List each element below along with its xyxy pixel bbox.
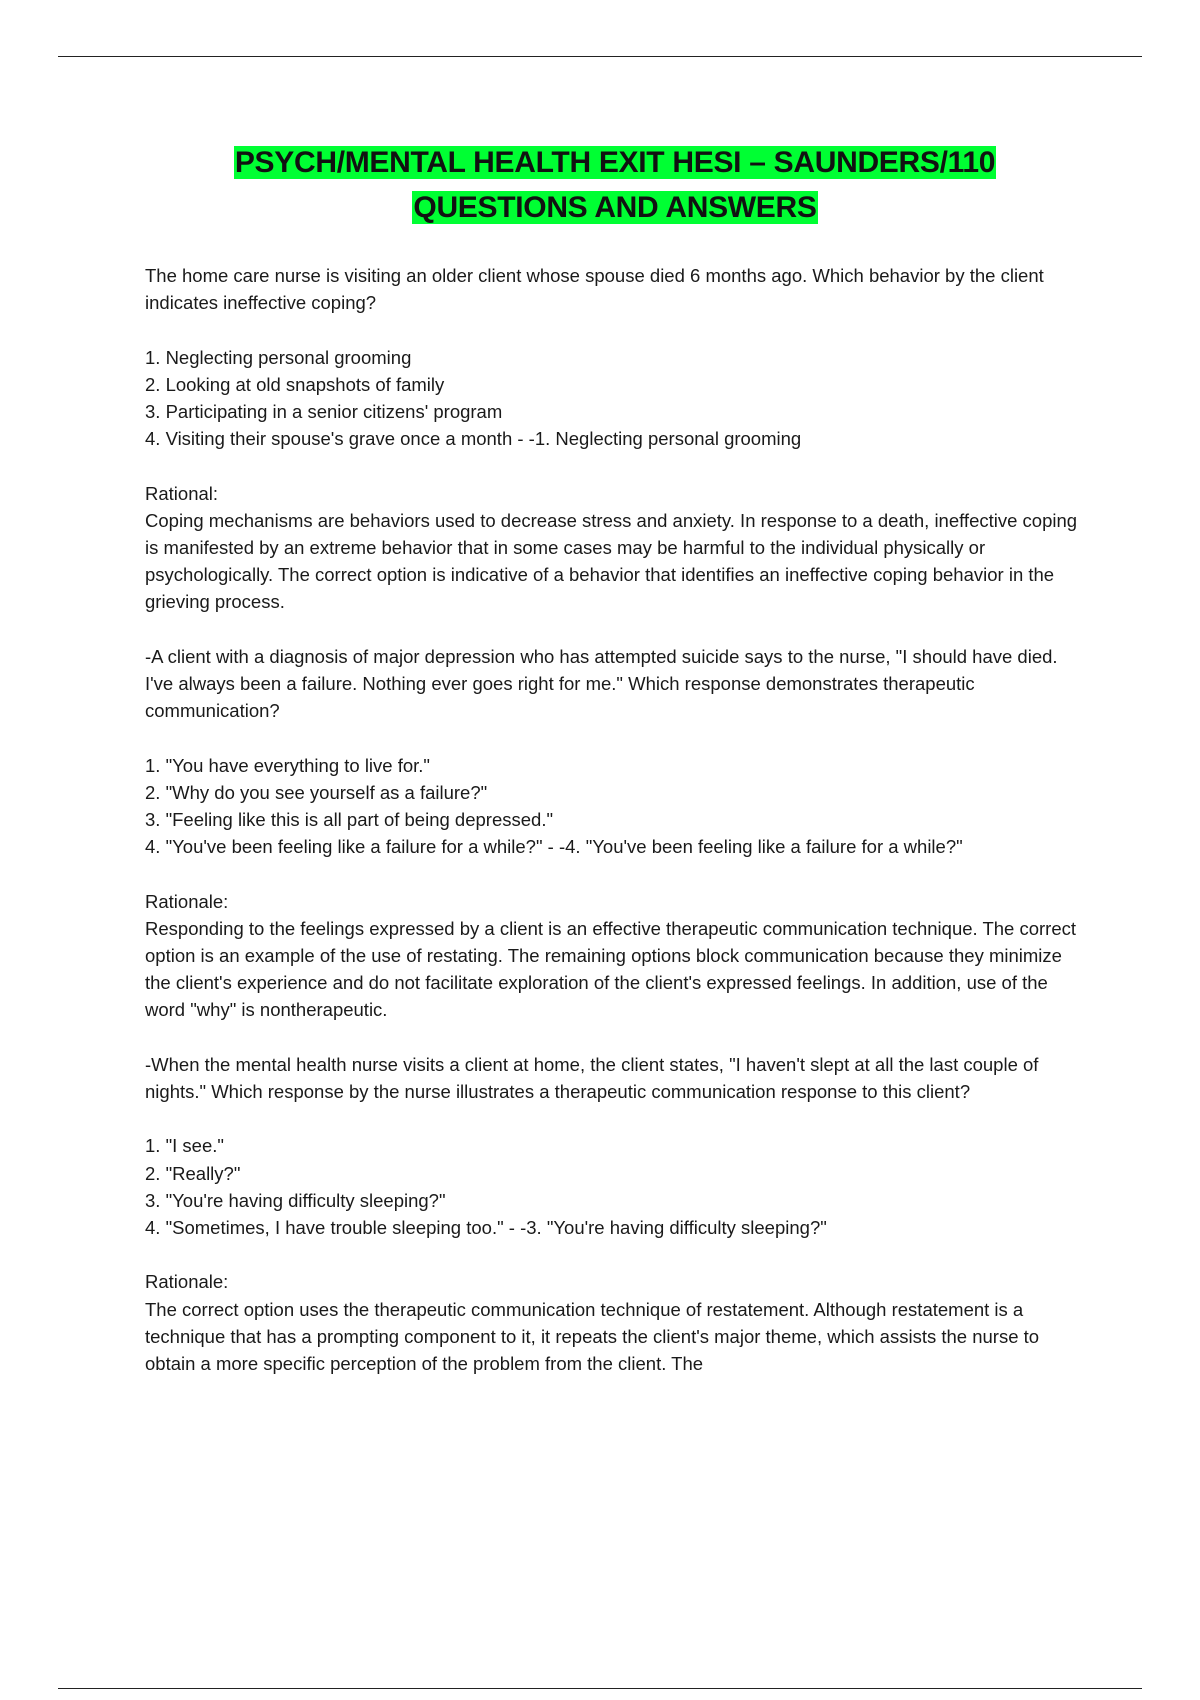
rationale-label: Rationale:	[145, 1271, 229, 1293]
answer-option: 3. "You're having difficulty sleeping?"	[145, 1189, 446, 1211]
question-stem: -A client with a diagnosis of major depression who has attempted suicide says to the nurse, "I should have died. I've always been a failure. Nothing ever goes right for me." Which response demonstrates therapeutic communication?	[145, 645, 1058, 722]
header-rule	[58, 56, 1142, 57]
answer-option: 3. "Feeling like this is all part of being depressed."	[145, 809, 554, 830]
rationale-text: Responding to the feelings expressed by a client is an effective therapeutic communication technique. The correct option is an example of the use of restating. The remaining options block communication because they minimize the client's experience and do not facilitate exploration of the client's expressed feelings. In addition, use of the word "why" is nontherapeutic.	[145, 917, 1077, 1021]
rationale-text: Coping mechanisms are behaviors used to decrease stress and anxiety. In response to a death, ineffective coping is manifested by an extreme behavior that in some cases may be harmful to the individual physically or psychologically. The correct option is indicative of a behavior that identifies an ineffective coping behavior in the grieving process.	[145, 509, 1078, 613]
rationale-label: Rational:	[145, 482, 219, 504]
question-stem: The home care nurse is visiting an older client whose spouse died 6 months ago. Which behavior by the client indicates ineffective coping?	[145, 265, 1044, 314]
question-stem: -When the mental health nurse visits a client at home, the client states, "I haven't slept at all the last couple of nights." Which response by the nurse illustrates a therapeutic communication response to this client?	[145, 1053, 1039, 1102]
answer-option: 2. "Why do you see yourself as a failure?"	[145, 781, 488, 803]
answer-option: 3. Participating in a senior citizens' program	[145, 401, 503, 422]
document-body	[145, 262, 1090, 1377]
page-title-line-1: PSYCH/MENTAL HEALTH EXIT HESI – SAUNDERS/110	[234, 146, 996, 179]
page-title	[145, 140, 1085, 230]
answer-option: 2. "Really?"	[145, 1162, 241, 1184]
answer-option: 4. "You've been feeling like a failure for a while?" - -4. "You've been feeling like a failure for a while?"	[145, 836, 963, 858]
page-title-line-2: QUESTIONS AND ANSWERS	[413, 191, 817, 224]
answer-option: 1. Neglecting personal grooming	[145, 346, 412, 368]
rationale-label: Rationale:	[145, 890, 229, 912]
answer-option: 1. "I see."	[145, 1135, 224, 1157]
answer-option: 1. "You have everything to live for."	[145, 754, 430, 776]
answer-option: 4. Visiting their spouse's grave once a month - -1. Neglecting personal grooming	[145, 428, 802, 450]
footer-rule	[58, 1688, 1142, 1689]
answer-option: 4. "Sometimes, I have trouble sleeping too." - -3. "You're having difficulty sleeping?"	[145, 1217, 827, 1238]
rationale-text: The correct option uses the therapeutic communication technique of restatement. Although restatement is a technique that has a prompting component to it, it repeats the client's major theme, which assists the nurse to obtain a more specific perception of the problem from the client. The	[145, 1298, 1040, 1374]
answer-option: 2. Looking at old snapshots of family	[145, 373, 445, 395]
